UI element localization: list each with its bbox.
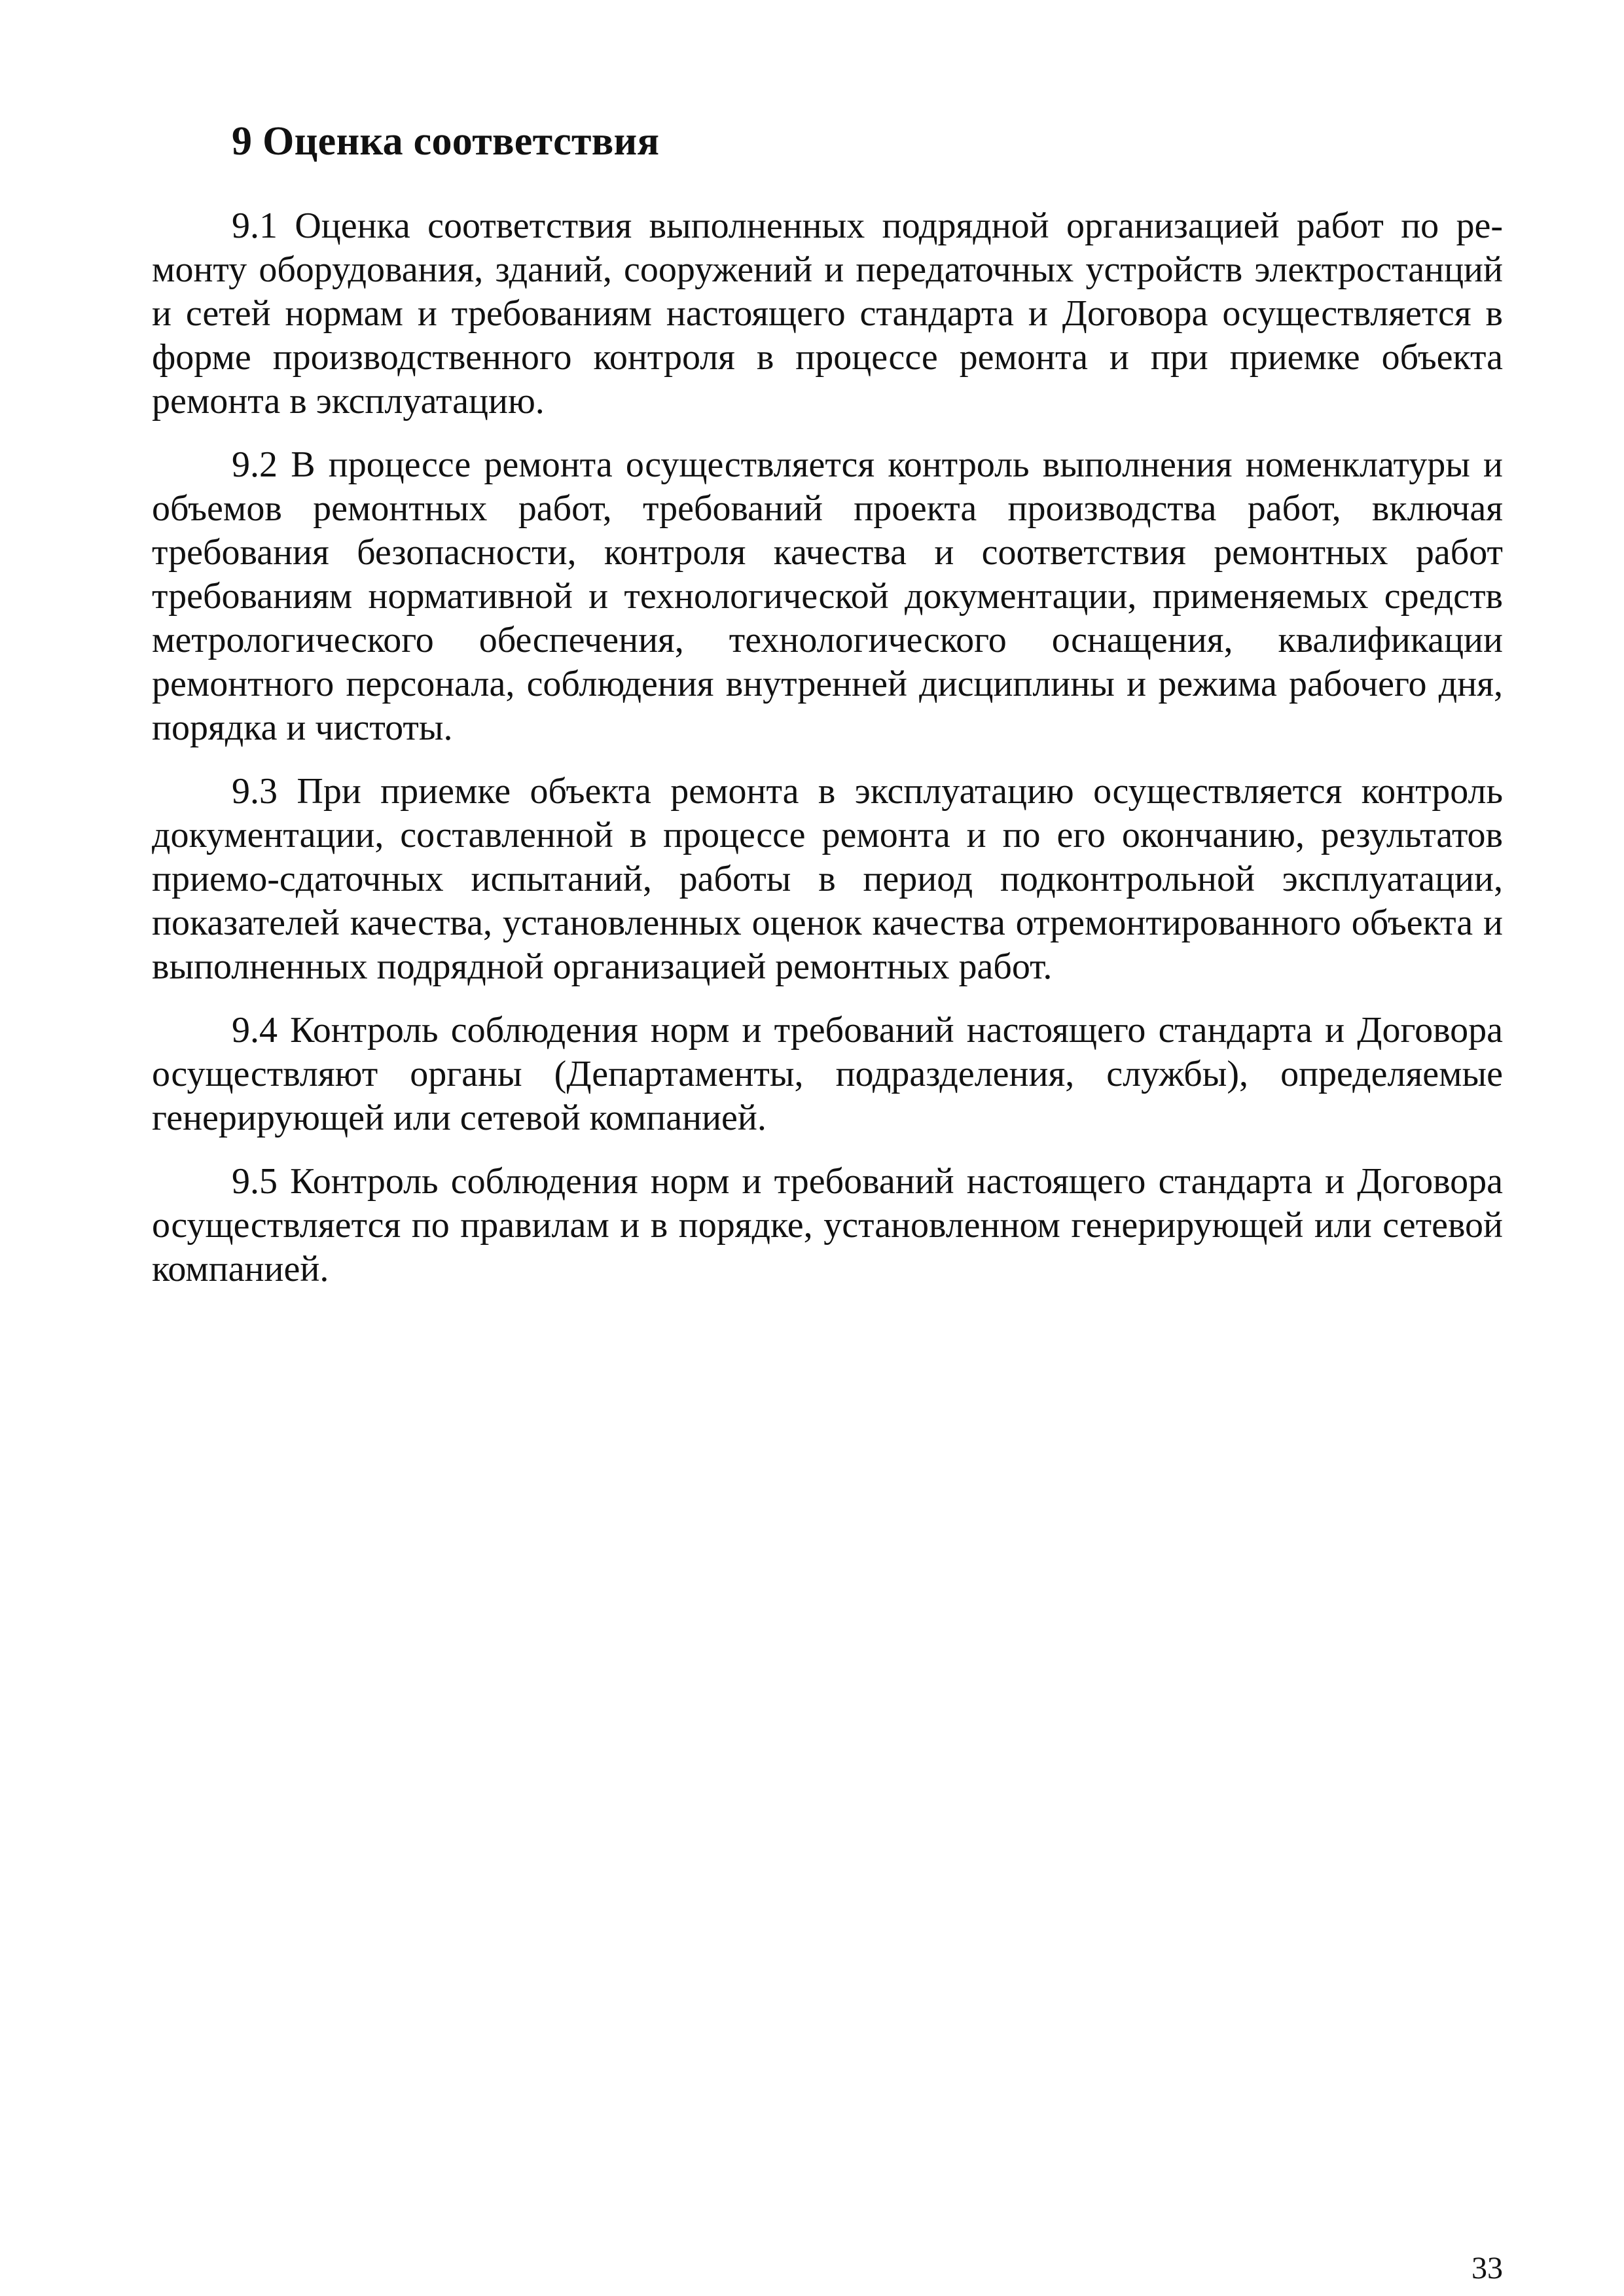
paragraph-9-2: 9.2 В процессе ремонта осуществляется контроль выполнения номенклатуры и объемов ремонтных работ, требований проекта производства работ, включая требования безопасности, контроля качества и соответствия ремонтных работ требованиям нормативной и технологической документации, применяемых средств метрологического обеспечения, технологического оснащения, квалификации ремонтного персонала, соблюдения внутренней дисциплины и режима рабочего дня, порядка и чистоты.: [152, 444, 1503, 748]
paragraph-9-4: 9.4 Контроль соблюдения норм и требований настоящего стандарта и Договора осуществляют органы (Департаменты, подразделения, службы), определяемые генерирующей или сетевой компанией.: [152, 1010, 1503, 1138]
page-number: 33: [1471, 2251, 1503, 2286]
paragraph-9-3: 9.3 При приемке объекта ремонта в эксплуатацию осуществляется контроль документации, составленной в процессе ремонта и по его окончанию, результатов приемо-сдаточных испытаний, работы в период подконтрольной эксплуатации, показателей качества, установленных оценок качества отремонтированного объекта и выполненных подрядной организацией ремонтных работ.: [152, 771, 1503, 987]
section-heading: 9 Оценка соответствия: [232, 119, 660, 164]
paragraph-9-1: 9.1 Оценка соответствия выполненных подрядной организацией работ по ремонту оборудования, зданий, сооружений и передаточных устройств электростанций и сетей нормам и требованиям настоящего стандарта и Договора осуществляется в форме производственного контроля в процессе ремонта и при приемке объекта ремонта в эксплуатацию.: [152, 206, 1503, 422]
page-content: [152, 115, 1503, 1311]
paragraph-9-5: 9.5 Контроль соблюдения норм и требований настоящего стандарта и Договора осуществляется по правилам и в порядке, установленном генерирующей или сетевой компанией.: [152, 1161, 1503, 1289]
